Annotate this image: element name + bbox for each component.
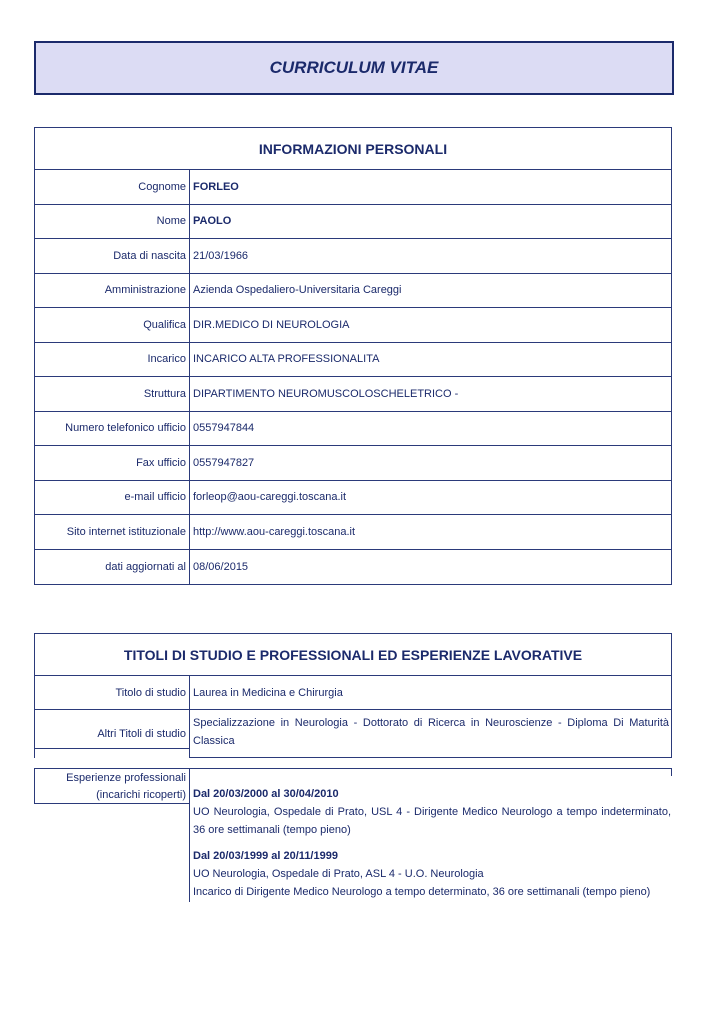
- info-row-qualifica: [35, 308, 671, 343]
- cv-title-box: [34, 41, 674, 95]
- info-row-telefono: [35, 412, 671, 447]
- info-row-fax: [35, 446, 671, 481]
- info-row-aggiornati: [35, 550, 671, 585]
- experience-label: [34, 768, 190, 804]
- info-value: INCARICO ALTA PROFESSIONALITA: [193, 353, 380, 366]
- experience-period: Dal 20/03/2000 al 30/04/2010: [193, 788, 339, 800]
- divider: [189, 768, 190, 902]
- info-value: 08/06/2015: [193, 560, 249, 573]
- edu-row-titolo: [35, 676, 671, 710]
- info-label: Nome: [35, 205, 190, 239]
- divider: [34, 748, 190, 749]
- experience-description: Incarico di Dirigente Medico Neurologo a tempo determinato, 36 ore settimanali (tempo pieno): [193, 886, 651, 898]
- edu-label: Altri Titoli di studio: [35, 710, 190, 758]
- info-value: PAOLO: [193, 215, 232, 228]
- personal-info-heading: INFORMAZIONI PERSONALI: [35, 128, 671, 170]
- education-heading: TITOLI DI STUDIO E PROFESSIONALI ED ESPERIENZE LAVORATIVE: [35, 634, 671, 676]
- info-label: Fax ufficio: [35, 446, 190, 480]
- experience-description: UO Neurologia, Ospedale di Prato, USL 4 - Dirigente Medico Neurologo a tempo indeterminato, 36 ore settimanali (tempo pieno): [193, 806, 671, 836]
- divider: [671, 748, 672, 757]
- info-value: 0557947827: [193, 456, 255, 469]
- education-section: [34, 633, 672, 758]
- info-value: Azienda Ospedaliero-Universitaria Careggi: [193, 284, 402, 297]
- experience-description: UO Neurologia, Ospedale di Prato, ASL 4 - U.O. Neurologia: [193, 868, 484, 880]
- info-label: dati aggiornati al: [35, 550, 190, 585]
- info-label: Numero telefonico ufficio: [35, 412, 190, 446]
- edu-value: Specializzazione in Neurologia - Dottorato di Ricerca in Neuroscienze - Diploma Di Maturità Classica: [193, 717, 669, 747]
- info-row-cognome: [35, 170, 671, 205]
- info-label: Amministrazione: [35, 274, 190, 308]
- email-value: forleop@aou-careggi.toscana.it: [193, 491, 347, 504]
- divider: [190, 768, 672, 769]
- experience-label-line2: (incarichi ricoperti): [96, 789, 186, 801]
- divider: [671, 768, 672, 776]
- info-value: DIR.MEDICO DI NEUROLOGIA: [193, 318, 350, 331]
- info-label: e-mail ufficio: [35, 481, 190, 515]
- info-row-nome: [35, 205, 671, 240]
- personal-info-section: [34, 127, 672, 585]
- info-value: FORLEO: [193, 180, 239, 193]
- experience-list: [193, 785, 671, 901]
- experience-period: Dal 20/03/1999 al 20/11/1999: [193, 850, 338, 862]
- cv-title: CURRICULUM VITAE: [269, 58, 439, 77]
- edu-value: Laurea in Medicina e Chirurgia: [193, 686, 343, 699]
- info-row-struttura: [35, 377, 671, 412]
- info-label: Data di nascita: [35, 239, 190, 273]
- edu-row-altri: [35, 710, 671, 758]
- info-label: Incarico: [35, 343, 190, 377]
- info-row-sito: [35, 515, 671, 550]
- info-value: DIPARTIMENTO NEUROMUSCOLOSCHELETRICO -: [193, 387, 459, 400]
- edu-label: Titolo di studio: [35, 676, 190, 709]
- info-row-incarico: [35, 343, 671, 378]
- info-label: Cognome: [35, 170, 190, 204]
- info-row-data-nascita: [35, 239, 671, 274]
- info-row-amministrazione: [35, 274, 671, 309]
- info-value: 21/03/1966: [193, 249, 249, 262]
- divider: [190, 757, 672, 758]
- info-label: Sito internet istituzionale: [35, 515, 190, 549]
- website-value: http://www.aou-careggi.toscana.it: [193, 525, 356, 538]
- info-value: 0557947844: [193, 422, 255, 435]
- info-row-email: [35, 481, 671, 516]
- experience-label-line1: Esperienze professionali: [66, 772, 186, 784]
- info-label: Qualifica: [35, 308, 190, 342]
- info-label: Struttura: [35, 377, 190, 411]
